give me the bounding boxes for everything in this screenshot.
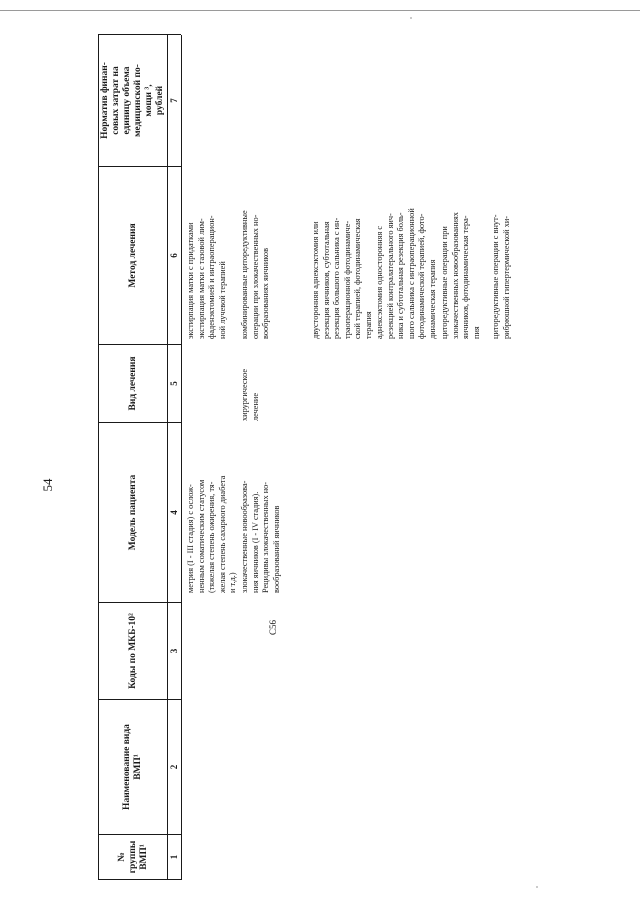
row2-method-cytoreductive: циторедуктивные операции при злокачественных новообразованиях яичников, фотодинамическая тера- пия (440, 212, 481, 339)
header-group-number: № группы ВМП¹ (116, 840, 149, 874)
column-number: 4 (169, 510, 179, 515)
column-number: 1 (169, 854, 179, 860)
header-cost-standard: Норматив финан- совых затрат на единицу объема медицинской по- мощи ³, рублей (100, 62, 165, 139)
row2-treatment-type: хирургическое лечение (240, 368, 260, 421)
column-number: 3 (169, 648, 179, 654)
row2-method-unilateral: аднексэктомия односторонняя с резекцией контралатерального яич- ника и субтотальная резекция боль- шого сальника с интраоперационной фотодинамической терапией, фото- динамическая терапия (375, 208, 437, 339)
header-icd-codes: Коды по МКБ-10² (127, 613, 138, 689)
row2-method-hipec: циторедуктивные операции с внут- рибрюшной гипертермической хи- (491, 214, 511, 339)
row2-patient-model: злокачественные новообразова- ния яичников (I - IV стадия). Рецидивы злокачественных но- вообразований яичников (240, 480, 281, 593)
header-bottom-border (167, 35, 168, 880)
col-border (98, 879, 181, 880)
column-number: 7 (169, 98, 179, 103)
number-row-bottom-border (181, 35, 182, 880)
page-number: 54 (40, 478, 55, 492)
row1-treatment-method: экстирпация матки с придатками экстирпация матки с тазовой лим- фаденэктомией и интраоперацион- ной лучевой терапией (186, 215, 227, 339)
header-vmp-name: Наименование вида ВМП¹ (122, 724, 143, 810)
row1-patient-model: метрия (I - III стадия) с ослож- ненным соматическим статусом (тяжелая степень ожирения, тя- желая степень сахарного диабета и т.д.) (186, 475, 237, 593)
column-number: 6 (169, 253, 179, 258)
header-patient-model: Модель пациента (127, 474, 138, 551)
column-number: 5 (169, 381, 179, 386)
row2-method-bilateral: двусторонняя аднексэктомия или резекция яичников, субтотальная резекция большого сальника с ин- траоперационной фотодинамиче- ской терапией, фотодинамическая терапия (311, 217, 373, 339)
column-number: 2 (169, 764, 179, 770)
header-treatment-method: Метод лечения (127, 223, 138, 288)
row2-method-combined: комбинированные циторедуктивные операции при злокачественных но- вообразованиях яичников (240, 210, 270, 339)
header-treatment-type: Вид лечения (127, 356, 138, 411)
row2-icd-code: C56 (268, 619, 278, 635)
